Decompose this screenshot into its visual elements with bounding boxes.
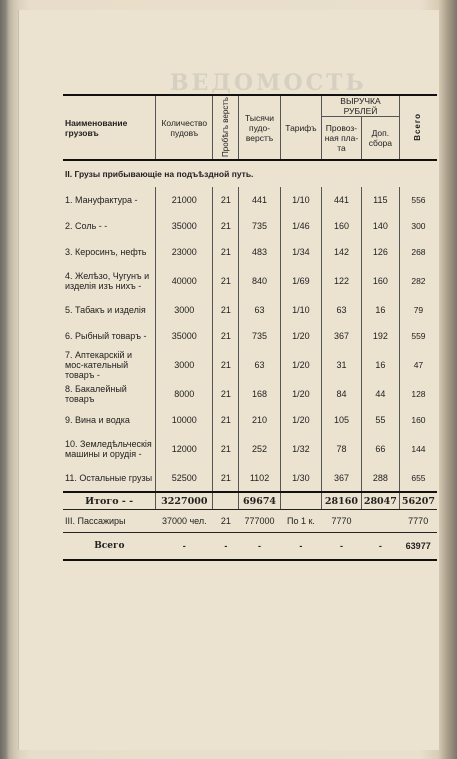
row-label: 1. Мануфактура - — [65, 195, 138, 205]
row-tv: 441 — [239, 187, 281, 213]
row-tv: 63 — [239, 349, 281, 381]
row-freight: 142 — [322, 239, 362, 265]
row-tariff: 1/10 — [280, 297, 321, 323]
row-tariff: 1/34 — [280, 239, 321, 265]
vsego-d5: - — [322, 533, 362, 561]
table-row — [63, 407, 437, 433]
row-dist: 21 — [213, 465, 239, 492]
row-total: 268 — [399, 239, 437, 265]
col-extra: Доп. сбора — [361, 117, 399, 161]
row-dist: 21 — [213, 239, 239, 265]
row-tariff: 1/32 — [280, 433, 321, 465]
table-body — [63, 187, 437, 492]
row-total: 559 — [399, 323, 437, 349]
col-distance — [213, 95, 239, 160]
row-tv: 168 — [239, 381, 281, 407]
vsego-d4: - — [280, 533, 321, 561]
row-tariff: 1/20 — [280, 407, 321, 433]
vsego-total: 63977 — [399, 533, 437, 561]
bleed-through: ВЕДОМОСТЬ — [170, 70, 367, 96]
col-distance-label: Пробѣгъ верстъ — [220, 96, 230, 157]
vsego-row — [63, 533, 437, 561]
row-total: 160 — [399, 407, 437, 433]
row-label: 7. Аптекарскій и мос-катeльный товаръ - — [65, 350, 133, 380]
vsego-d1: - — [156, 533, 213, 561]
passengers-label: III. Пассажиры — [65, 516, 126, 526]
col-tariff: Тарифъ — [280, 95, 321, 160]
row-tv: 840 — [239, 265, 281, 297]
row-qty: 12000 — [156, 433, 213, 465]
row-qty: 40000 — [156, 265, 213, 297]
row-tv: 1102 — [239, 465, 281, 492]
row-qty: 21000 — [156, 187, 213, 213]
row-tv: 735 — [239, 323, 281, 349]
row-tv: 735 — [239, 213, 281, 239]
row-extra: 140 — [361, 213, 399, 239]
row-label: 8. Бакалейный товаръ — [65, 384, 127, 404]
row-extra: 16 — [361, 297, 399, 323]
row-dist: 21 — [213, 433, 239, 465]
row-label: 3. Керосинъ, нефть — [65, 247, 147, 257]
passengers-qty: 37000 чел. — [161, 516, 207, 526]
itogo-extra: 28047 — [361, 492, 399, 510]
row-total: 128 — [399, 381, 437, 407]
row-label: 6. Рыбный товаръ - — [65, 331, 147, 341]
row-tariff: 1/69 — [280, 265, 321, 297]
table-header — [63, 95, 437, 117]
table-row — [63, 213, 437, 239]
row-tariff: 1/30 — [280, 465, 321, 492]
row-freight: 31 — [322, 349, 362, 381]
row-freight: 84 — [322, 381, 362, 407]
row-extra: 115 — [361, 187, 399, 213]
row-qty: 3000 — [156, 349, 213, 381]
vsego-d2: - — [213, 533, 239, 561]
passengers-freight: 7770 — [331, 516, 352, 526]
table-row — [63, 349, 437, 381]
table-row — [63, 433, 437, 465]
passengers-dist: 21 — [220, 516, 231, 526]
row-extra: 44 — [361, 381, 399, 407]
itogo-tariff — [280, 492, 321, 510]
row-label: 10. Земледѣльческія машины и орудія - — [65, 439, 152, 459]
row-total: 282 — [399, 265, 437, 297]
row-label: 2. Соль - - — [65, 221, 108, 231]
section-heading-row — [63, 160, 437, 187]
row-freight: 441 — [322, 187, 362, 213]
row-extra: 16 — [361, 349, 399, 381]
row-tariff: 1/20 — [280, 381, 321, 407]
row-freight: 105 — [322, 407, 362, 433]
row-dist: 21 — [213, 381, 239, 407]
row-qty: 35000 — [156, 213, 213, 239]
row-dist: 21 — [213, 349, 239, 381]
passengers-extra — [361, 510, 399, 533]
row-total: 47 — [399, 349, 437, 381]
row-freight: 122 — [322, 265, 362, 297]
row-dist: 21 — [213, 265, 239, 297]
row-freight: 367 — [322, 465, 362, 492]
row-qty: 3000 — [156, 297, 213, 323]
freight-table — [63, 94, 437, 561]
col-total-label: Всего — [413, 112, 423, 141]
vsego-label: Всего — [63, 533, 156, 561]
row-freight: 160 — [322, 213, 362, 239]
row-total: 655 — [399, 465, 437, 492]
row-total: 556 — [399, 187, 437, 213]
itogo-dist — [213, 492, 239, 510]
row-freight: 78 — [322, 433, 362, 465]
col-freight: Провоз-ная пла-та — [322, 117, 362, 161]
row-total: 144 — [399, 433, 437, 465]
table-row — [63, 465, 437, 492]
vsego-d3: - — [239, 533, 281, 561]
row-dist: 21 — [213, 213, 239, 239]
passengers-row — [63, 510, 437, 533]
row-tariff: 1/20 — [280, 349, 321, 381]
row-dist: 21 — [213, 407, 239, 433]
row-dist: 21 — [213, 297, 239, 323]
table-row — [63, 381, 437, 407]
itogo-total: 56207 — [399, 492, 437, 510]
itogo-freight: 28160 — [322, 492, 362, 510]
section-heading: II. Грузы прибывающіе на подъѣздной путь. — [65, 169, 254, 179]
table-row — [63, 265, 437, 297]
col-revenue-group: ВЫРУЧКА РУБЛЕЙ — [322, 95, 400, 117]
row-total: 79 — [399, 297, 437, 323]
row-total: 300 — [399, 213, 437, 239]
row-extra: 55 — [361, 407, 399, 433]
row-tv: 483 — [239, 239, 281, 265]
col-total — [399, 95, 437, 160]
row-qty: 52500 — [156, 465, 213, 492]
row-extra: 192 — [361, 323, 399, 349]
row-freight: 63 — [322, 297, 362, 323]
row-freight: 367 — [322, 323, 362, 349]
row-extra: 126 — [361, 239, 399, 265]
row-label: 4. Желѣзо, Чугунъ и изделія изъ нихъ - — [65, 271, 150, 291]
passengers-tariff: По 1 к. — [286, 516, 315, 526]
row-label: 9. Вина и водка — [65, 415, 130, 425]
row-dist: 21 — [213, 323, 239, 349]
table-row — [63, 323, 437, 349]
itogo-tv: 69674 — [239, 492, 281, 510]
row-qty: 35000 — [156, 323, 213, 349]
table-row — [63, 187, 437, 213]
row-tv: 63 — [239, 297, 281, 323]
row-qty: 8000 — [156, 381, 213, 407]
table-row — [63, 297, 437, 323]
table-row — [63, 239, 437, 265]
row-label: 11. Остальные грузы — [65, 473, 153, 483]
vsego-d6: - — [361, 533, 399, 561]
col-name: Наименование грузовъ — [63, 95, 156, 160]
row-qty: 23000 — [156, 239, 213, 265]
row-tariff: 1/46 — [280, 213, 321, 239]
row-extra: 288 — [361, 465, 399, 492]
itogo-qty: 3227000 — [156, 492, 213, 510]
row-tv: 252 — [239, 433, 281, 465]
row-tariff: 1/20 — [280, 323, 321, 349]
itogo-label: Итого - - — [63, 492, 156, 510]
row-tariff: 1/10 — [280, 187, 321, 213]
col-quantity: Количество пудовъ — [156, 95, 213, 160]
row-label: 5. Табакъ и изделія — [65, 305, 146, 315]
itogo-row — [63, 492, 437, 510]
row-tv: 210 — [239, 407, 281, 433]
row-extra: 66 — [361, 433, 399, 465]
passengers-tv: 777000 — [244, 516, 275, 526]
passengers-total: 7770 — [408, 516, 429, 526]
row-dist: 21 — [213, 187, 239, 213]
row-qty: 10000 — [156, 407, 213, 433]
row-extra: 160 — [361, 265, 399, 297]
col-thousand-versts: Тысячи пудо-верстъ — [239, 95, 281, 160]
